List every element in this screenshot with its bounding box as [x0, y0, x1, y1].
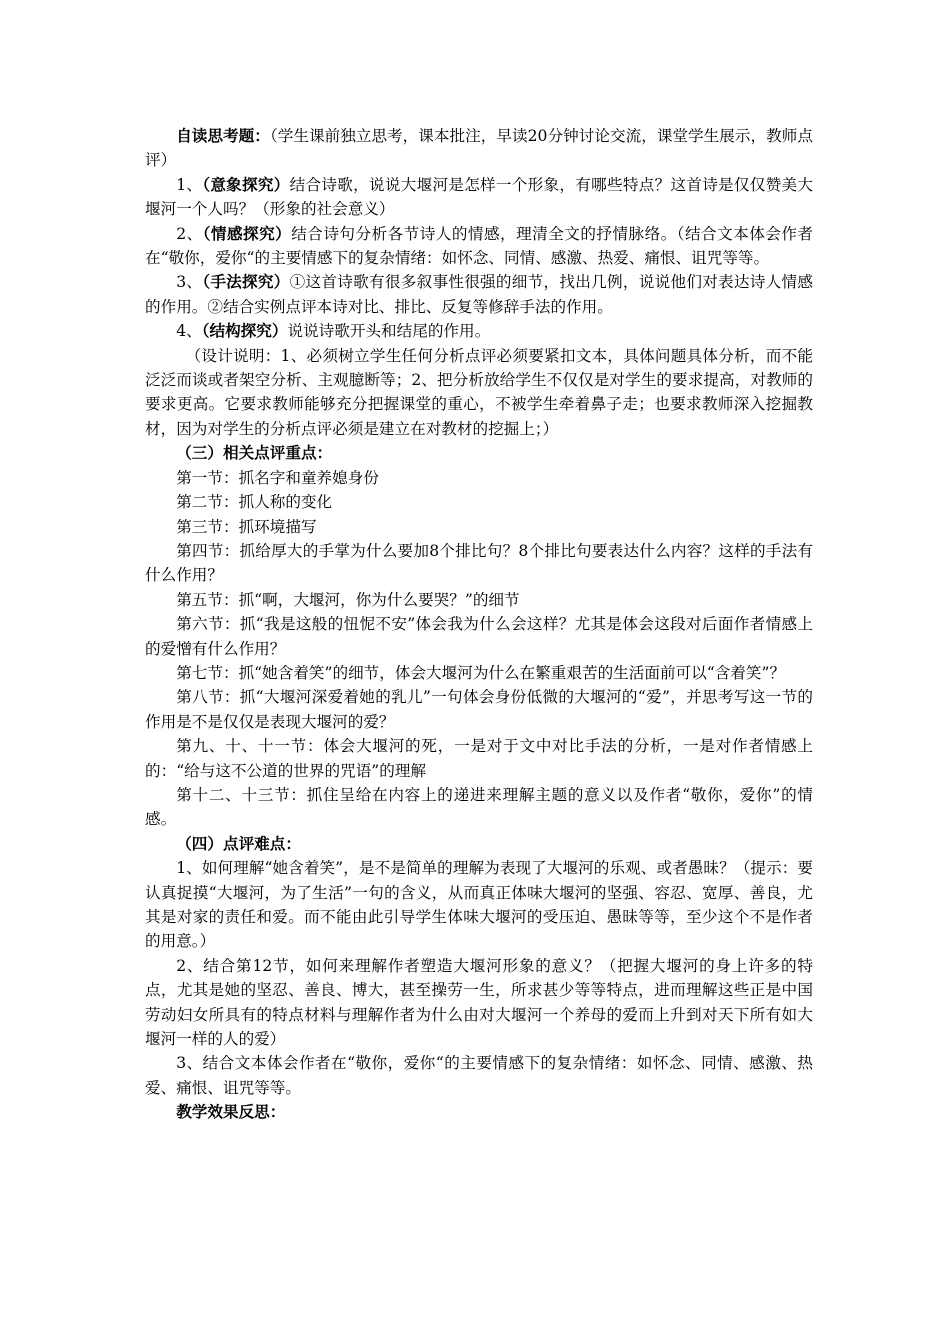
question-label: （手法探究） [202, 272, 290, 292]
section-4-item: 1、如何理解“她含着笑”，是不是简单的理解为表现了大堰河的乐观、或者愚昧？（提示：要认真捉摸“大堰河，为了生活”一句的含义，从而真正体味大堰河的坚强、容忍、宽厚、善良，尤其是对家的责任和爱。而不能由此引导学生体味大堰河的受压迫、愚昧等等，至少这个不是作者的用意。） [145, 859, 813, 951]
section-4-item: 3、结合文本体会作者在“敬你，爱你“的主要情感下的复杂情绪：如怀念、同情、感激、热爱、痛恨、诅咒等等。 [145, 1054, 813, 1097]
design-note: （设计说明：1、必须树立学生任何分析点评必须要紧扣文本，具体问题具体分析，而不能泛泛而谈或者架空分析、主观臆断等；2、把分析放给学生不仅仅是对学生的要求提高，对教师的要求更高。它要求教师能够充分把握课堂的重心，不被学生牵着鼻子走；也要求教师深入挖掘教材，因为对学生的分析点评必须是建立在对教材的挖掘上；） [145, 346, 813, 438]
section-3-item: 第四节：抓给厚大的手掌为什么要加8个排比句？8个排比句要表达什么内容？这样的手法有什么作用？ [145, 541, 813, 585]
self-reading-paragraph [145, 124, 813, 173]
question-number: 3、 [176, 273, 203, 292]
section-3-item: 第七节：抓“她含着笑”的细节，体会大堰河为什么在繁重艰苦的生活面前可以“含着笑”？ [176, 663, 786, 682]
question-number: 1、 [176, 175, 203, 194]
section-3-item: 第十二、十三节：抓住呈给在内容上的递进来理解主题的意义以及作者“敬你，爱你”的情感。 [145, 785, 813, 829]
section-3-item: 第八节：抓“大堰河深爱着她的乳儿”一句体会身份低微的大堰河的“爱”，并思考写这一节的作用是不是仅仅是表现大堰河的爱？ [145, 688, 813, 731]
section-3-item: 第五节：抓“啊，大堰河，你为什么要哭？”的细节 [176, 590, 520, 609]
section-3-title: （三）相关点评重点： [176, 443, 333, 463]
section-3-item: 第一节：抓名字和童养媳身份 [176, 468, 379, 487]
section-4-item: 2、结合第12节，如何来理解作者塑造大堰河形象的意义？（把握大堰河的身上许多的特点，尤其是她的坚忍、善良、博大，甚至操劳一生，所求甚少等等特点，进而理解这些正是中国劳动妇女所具有的特点材料与理解作者为什么由对大堰河一个养母的爱而上升到对天下所有如大堰河一样的人的爱） [145, 956, 813, 1049]
question-text: 结合诗句分析各节诗人的情感，理清全文的抒情脉络。（结合文本体会作者在“敬你，爱你“的主要情感下的复杂情绪：如怀念、同情、感激、热爱、痛恨、诅咒等等。 [145, 224, 814, 268]
question-3 [145, 270, 813, 319]
question-4 [145, 319, 813, 343]
question-text: 说说诗歌开头和结尾的作用。 [287, 322, 491, 341]
section-3-item: 第二节：抓人称的变化 [176, 493, 333, 512]
question-label: （情感探究） [202, 223, 292, 243]
question-label: （结构探究） [201, 321, 288, 341]
question-text: 结合诗歌，说说大堰河是怎样一个形象，有哪些特点？这首诗是仅仅赞美大堰河一个人吗？（形象的社会意义） [145, 175, 813, 219]
self-reading-intro: （学生课前独立思考，课本批注，早读20分钟讨论交流，课堂学生展示，教师点评） [145, 127, 813, 170]
question-label: （意象探究） [202, 174, 290, 194]
section-3-item: 第三节：抓环境描写 [176, 517, 317, 536]
document-page [145, 124, 813, 1125]
self-reading-title: 自读思考题： [176, 126, 270, 145]
question-2 [145, 222, 813, 271]
question-number: 4、 [176, 322, 202, 341]
section-3-item: 第九、十、十一节：体会大堰河的死，一是对于文中对比手法的分析，一是对作者情感上的：“给与这不公道的世界的咒语”的理解 [145, 737, 813, 780]
question-1 [145, 173, 813, 222]
section-4-title: （四）点评难点： [176, 833, 301, 853]
question-number: 2、 [176, 224, 203, 243]
reflection-title: 教学效果反思： [176, 1102, 286, 1122]
section-3-item: 第六节：抓“我是这般的忸怩不安”体会我为什么会这样？尤其是体会这段对后面作者情感上的爱憎有什么作用？ [145, 615, 813, 658]
question-text: ①这首诗歌有很多叙事性很强的细节，找出几例，说说他们对表达诗人情感的作用。②结合实例点评本诗对比、排比、反复等修辞手法的作用。 [145, 273, 813, 316]
